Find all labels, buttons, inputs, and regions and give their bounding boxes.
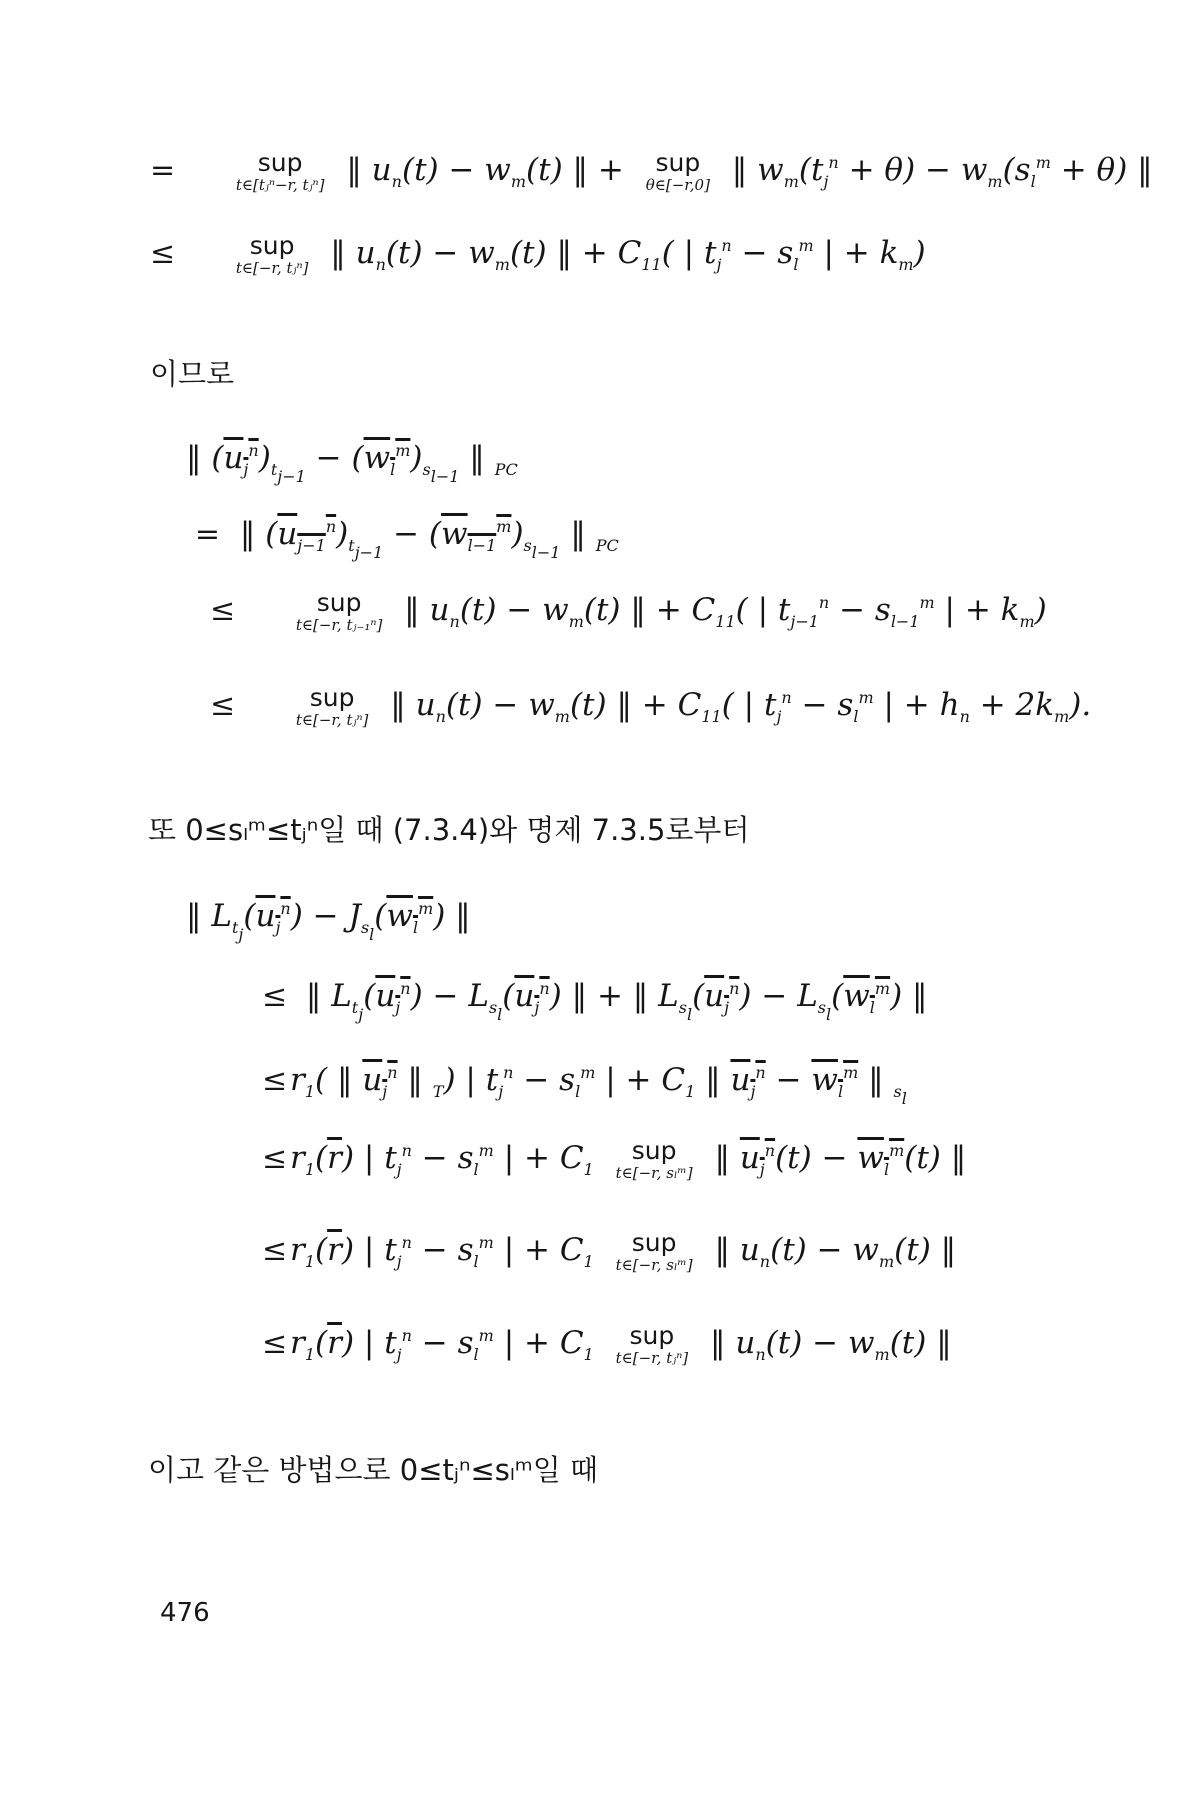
equation-line: ‖ $L_{t_j}(u_j^n) - J_{s_l}(w_l^m)$ ‖: [186, 898, 471, 944]
equation-line: $\le r_1(\overline{r})$ | $t_j^n - s_l^m$ | + $C_1$ sup t∈[−r, sₗᵐ] ‖ $u_j^n(t) - w_l^m(t)$ ‖: [262, 1136, 967, 1182]
equation-line: $\le r_1$( ‖ $u_j^n$ ‖ $_T$) | $t_j^n - s_l^m$ | + $C_1$ ‖ $u_j^n - w_l^m$ ‖ $_{s_l}$: [262, 1062, 907, 1108]
page-number: 476: [160, 1598, 210, 1628]
text-line: 이므로: [150, 357, 235, 391]
equation-line: $\le r_1(\overline{r})$ | $t_j^n - s_l^m$ | + $C_1$ sup t∈[−r, tⱼⁿ] ‖ $u_n(t) - w_m(t)$ ‖: [262, 1321, 952, 1367]
equation-line: = ‖ $(u_{j-1}^n)_{t_{j-1}} - (w_{l-1}^m)_{s_{l-1}}$ ‖ $_{PC}$: [194, 516, 619, 562]
sup-operator: sup t∈[tⱼⁿ−r, tⱼⁿ]: [235, 148, 325, 194]
sup-operator: sup θ∈[−r,0]: [645, 148, 710, 194]
sup-operator: sup t∈[−r, tⱼⁿ]: [615, 1321, 689, 1367]
equation-line: ≤ sup t∈[−r, tⱼⁿ] ‖ $u_n(t) - w_m(t)$ ‖ + $C_{11}$( | $t_j^n - s_l^m$ | + $h_n + 2k_m$).: [210, 683, 1092, 729]
equation-line: $\le r_1(\overline{r})$ | $t_j^n - s_l^m$ | + $C_1$ sup t∈[−r, sₗᵐ] ‖ $u_n(t) - w_m(t)$ ‖: [262, 1228, 957, 1274]
equation-line: = sup t∈[tⱼⁿ−r, tⱼⁿ] ‖ $u_n(t) - w_m(t)$ ‖ + sup θ∈[−r,0] ‖ $w_m(t_j^n + \theta) - w_m(s_l^m + \theta)$ ‖: [150, 148, 1153, 194]
sup-operator: sup t∈[−r, tⱼ₋₁ⁿ]: [295, 588, 383, 634]
text-line: 이고 같은 방법으로 0≤tⱼⁿ≤sₗᵐ일 때: [148, 1453, 599, 1487]
text-line: 또 0≤sₗᵐ≤tⱼⁿ일 때 (7.3.4)와 명제 7.3.5로부터: [148, 813, 750, 847]
sup-operator: sup t∈[−r, sₗᵐ]: [615, 1228, 693, 1274]
sup-operator: sup t∈[−r, tⱼⁿ]: [235, 231, 309, 277]
equation-line: ≤ sup t∈[−r, tⱼ₋₁ⁿ] ‖ $u_n(t) - w_m(t)$ ‖ + $C_{11}$( | $t_{j-1}^n - s_{l-1}^m$ | + $k_m$): [210, 588, 1047, 634]
equation-line: ≤ sup t∈[−r, tⱼⁿ] ‖ $u_n(t) - w_m(t)$ ‖ + $C_{11}$( | $t_j^n - s_l^m$ | + $k_m$): [150, 231, 926, 277]
sup-operator: sup t∈[−r, tⱼⁿ]: [295, 683, 369, 729]
sup-operator: sup t∈[−r, sₗᵐ]: [615, 1136, 693, 1182]
equation-line: ≤ ‖ $L_{t_j}(u_j^n) - L_{s_l}(u_j^n)$ ‖ + ‖ $L_{s_l}(u_j^n) - L_{s_l}(w_l^m)$ ‖: [262, 978, 928, 1024]
equation-line: ‖ $(u_j^n)_{t_{j-1}} - (w_l^m)_{s_{l-1}}$ ‖ $_{PC}$: [186, 440, 518, 486]
